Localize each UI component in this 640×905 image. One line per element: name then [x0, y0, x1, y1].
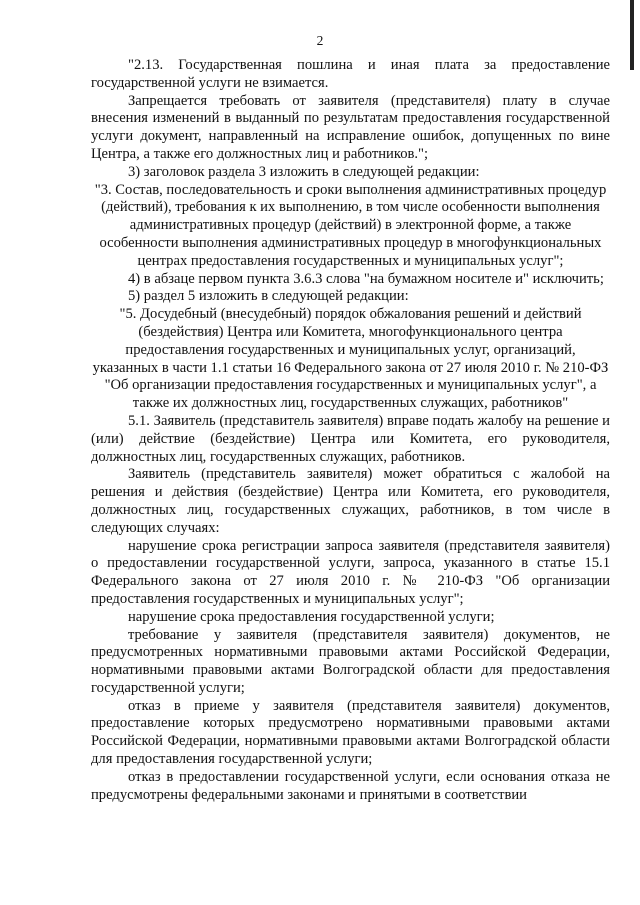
- list-item: отказ в предоставлении государственной услуги, если основания отказа не предусмотрены федеральными законами и принятыми в соответствии: [91, 768, 610, 803]
- paragraph: 5.1. Заявитель (представитель заявителя) вправе подать жалобу на решение и (или) действие (бездействие) Центра или Комитета, его руководителя, должностных лиц, государственных служащих, работников.: [91, 412, 610, 465]
- list-item: нарушение срока регистрации запроса заявителя (представителя заявителя) о предоставлении государственной услуги, запроса, указанного в статье 15.1 Федерального закона от 27 июля 2010 г. № 210-ФЗ "Об организации предоставления государственных и муниципальных услуг";: [91, 537, 610, 607]
- list-item: нарушение срока предоставления государственной услуги;: [128, 608, 495, 625]
- document-body: [91, 57, 610, 804]
- list-item: требование у заявителя (представителя заявителя) документов, не предусмотренных нормативными правовыми актами Российской Федерации, нормативными правовыми актами Волгоградской области для предоставления государственной услуги;: [91, 626, 610, 696]
- paragraph: "2.13. Государственная пошлина и иная плата за предоставление государственной услуги не взимается.: [91, 57, 610, 91]
- section-heading: "3. Состав, последовательность и сроки выполнения административных процедур (действий), требования к их выполнению, в том числе особенности выполнения административных процедур (действий) в электронной форме, а также особенности выполнения административных процедур в многофункциональных центрах предоставления государственных и муниципальных услуг";: [94, 181, 607, 269]
- paragraph: Заявитель (представитель заявителя) может обратиться с жалобой на решения и действия (бездействие) Центра или Комитета, его руководителя, должностных лиц, государственных служащих, работников, в том числе в следующих случаях:: [91, 466, 610, 536]
- paragraph: 3) заголовок раздела 3 изложить в следующей редакции:: [128, 163, 480, 180]
- paragraph: 5) раздел 5 изложить в следующей редакции:: [128, 288, 409, 305]
- paragraph: 4) в абзаце первом пункта 3.6.3 слова "на бумажном носителе и" исключить;: [128, 270, 604, 287]
- page-number: 2: [316, 33, 324, 48]
- paragraph: Запрещается требовать от заявителя (представителя) плату в случае внесения изменений в выданный по результатам предоставления государственной услуги документ, направленный на исправление ошибок, допущенных по вине Центра, а также его должностных лиц и работников.";: [91, 92, 610, 162]
- section-heading: "5. Досудебный (внесудебный) порядок обжалования решений и действий (бездействия) Центра или Комитета, многофункционального центра предоставления государственных и муниципальных услуг, организаций, указанных в части 1.1 статьи 16 Федерального закона от 27 июля 2010 г. № 210-ФЗ "Об организации предоставления государственных и муниципальных услуг", а также их должностных лиц, государственных служащих, работников": [92, 306, 609, 412]
- list-item: отказ в приеме у заявителя (представителя заявителя) документов, предоставление которых предусмотрено нормативными правовыми актами Российской Федерации, нормативными правовыми актами Волгоградской области для предоставления государственной услуги;: [91, 697, 610, 768]
